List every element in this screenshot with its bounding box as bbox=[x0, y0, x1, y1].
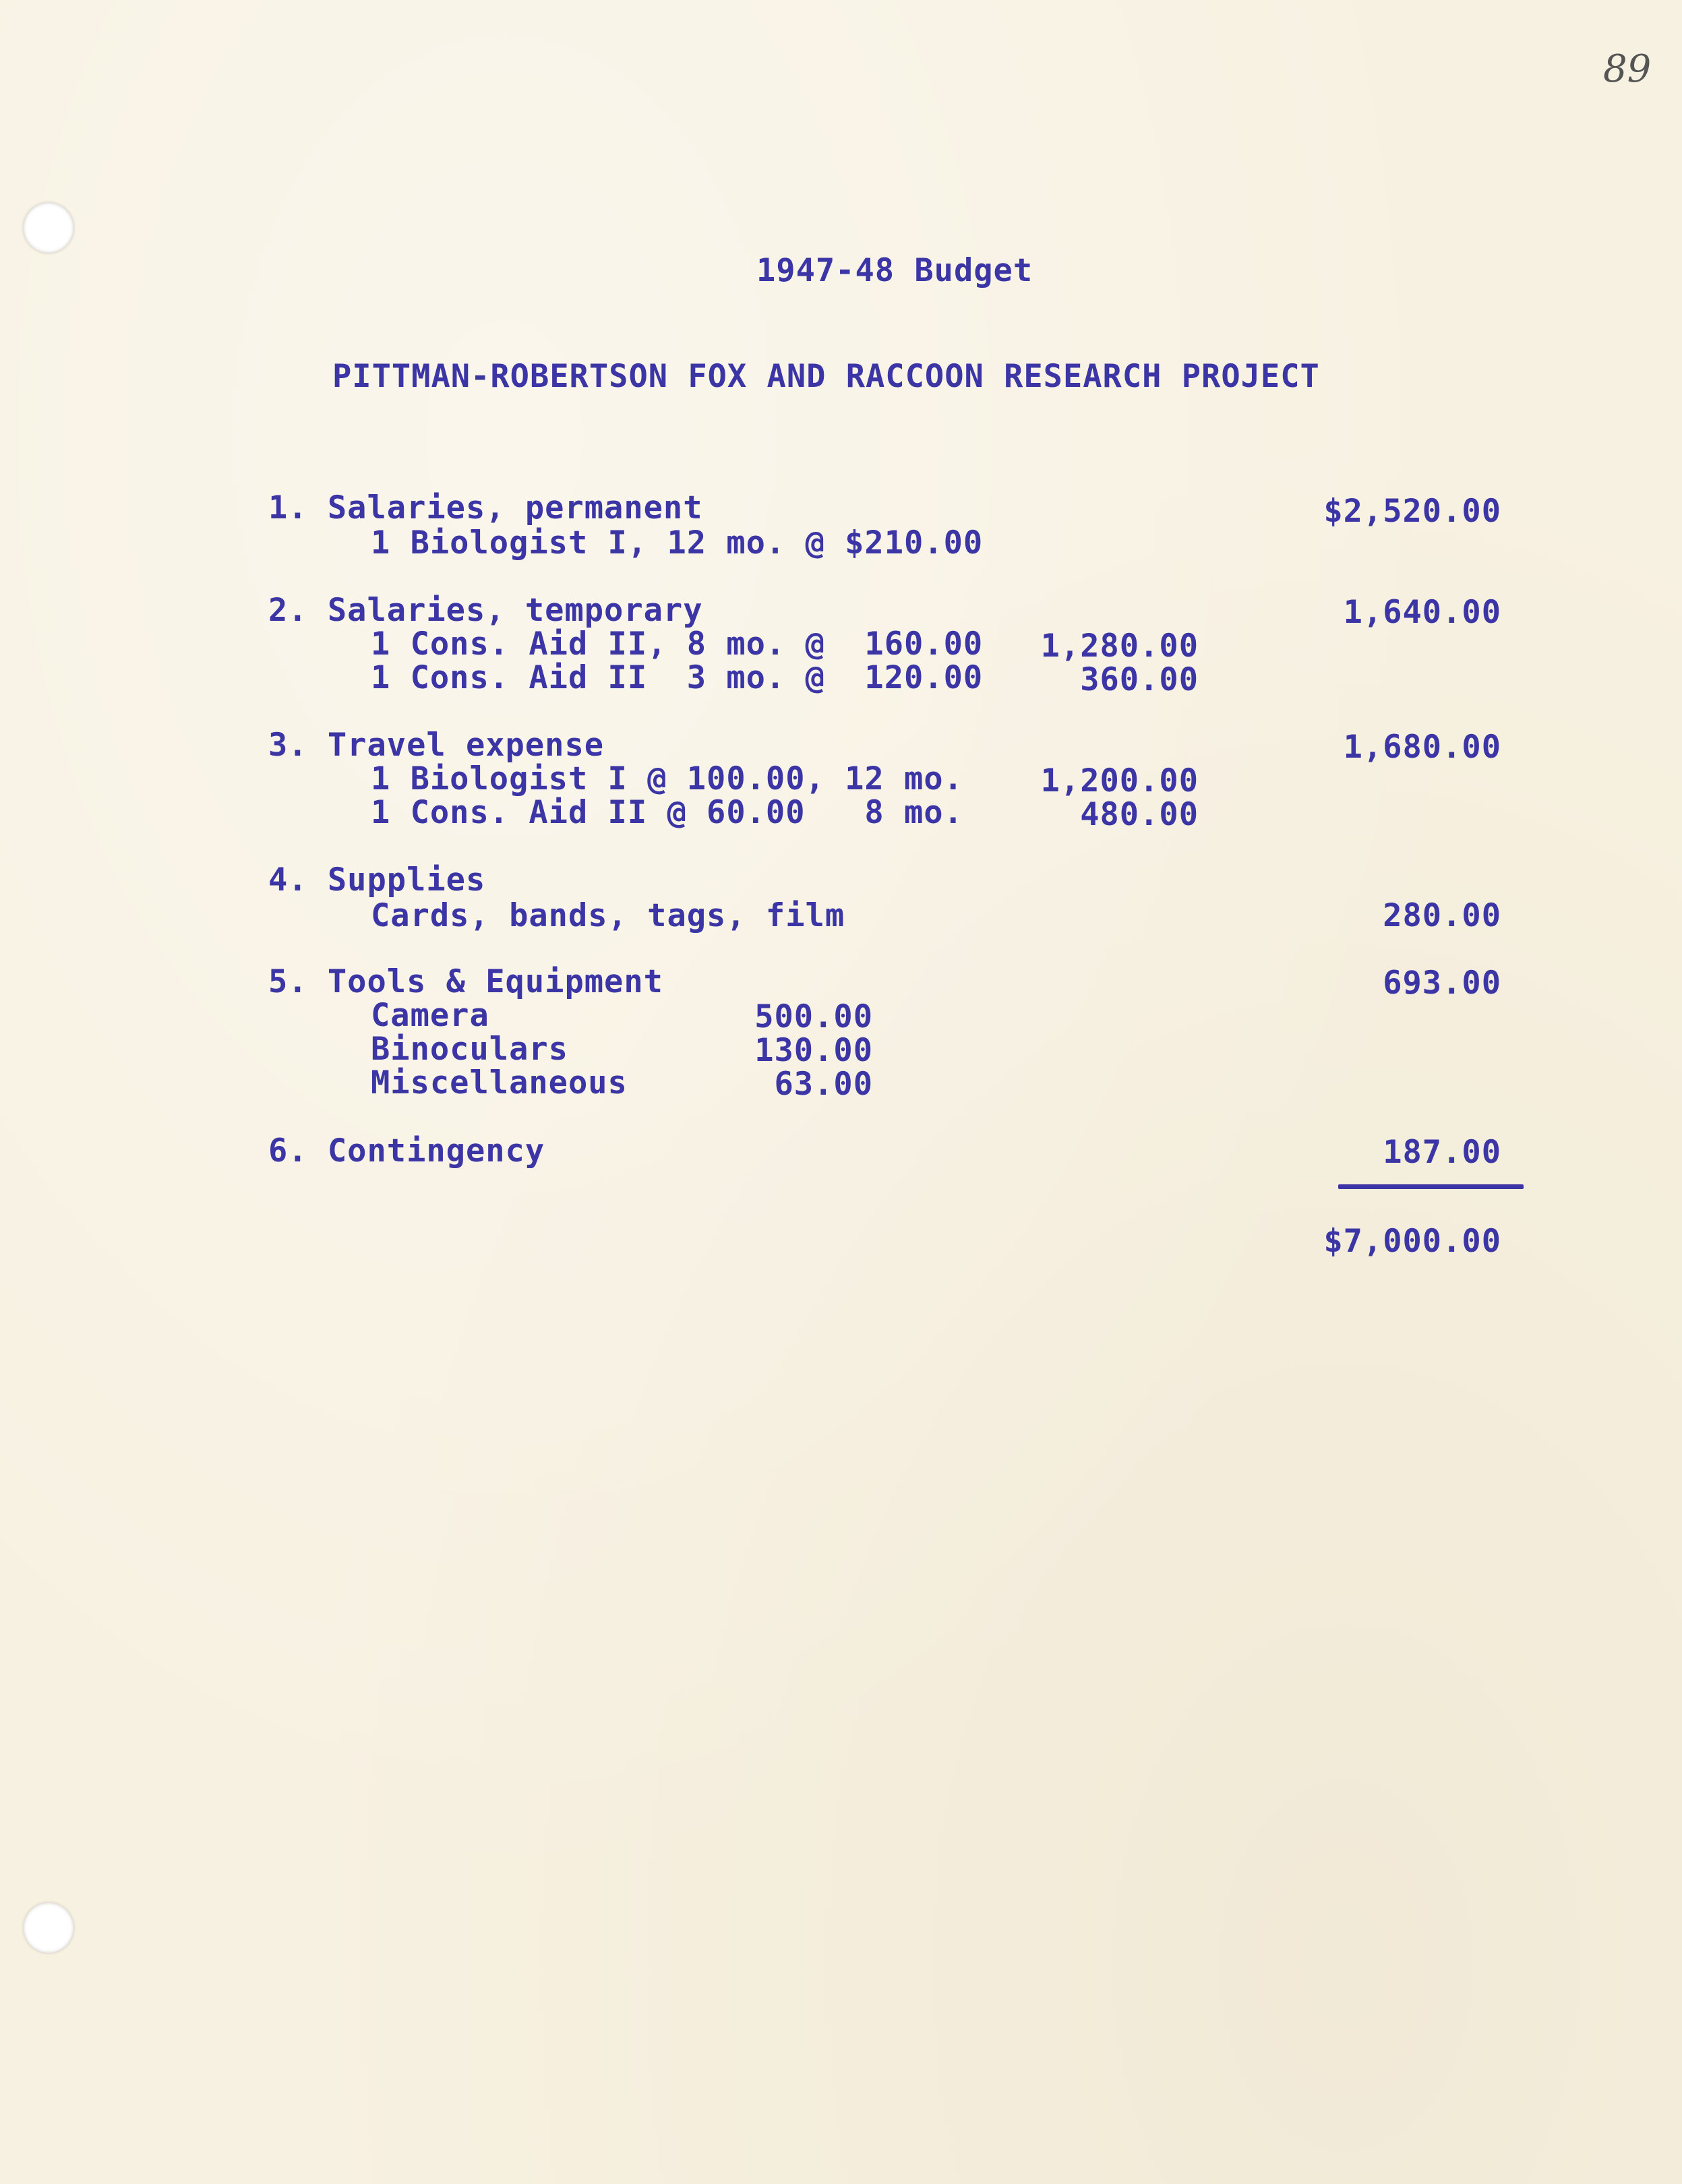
item-heading: 4. Supplies bbox=[268, 861, 486, 899]
item-heading: 3. Travel expense bbox=[268, 727, 605, 764]
item-amount: 1,640.00 bbox=[1343, 594, 1501, 631]
item-detail-line: Binoculars bbox=[371, 1031, 568, 1068]
item-heading: 2. Salaries, temporary bbox=[268, 592, 703, 629]
punch-hole-bottom bbox=[23, 1902, 74, 1953]
item-detail-line: 1 Cons. Aid II 3 mo. @ 120.00 bbox=[371, 659, 984, 696]
item-subamount: 360.00 bbox=[1080, 661, 1199, 698]
item-subamount: 500.00 bbox=[754, 998, 873, 1035]
item-amount: 280.00 bbox=[1383, 897, 1501, 934]
item-detail-line: 1 Biologist I, 12 mo. @ $210.00 bbox=[371, 524, 984, 562]
item-subamount: 1,200.00 bbox=[1040, 762, 1199, 799]
item-detail-line: 1 Cons. Aid II, 8 mo. @ 160.00 bbox=[371, 626, 984, 663]
item-detail-line: Camera bbox=[371, 997, 489, 1034]
punch-hole-top bbox=[23, 202, 74, 253]
item-subamount: 1,280.00 bbox=[1040, 628, 1199, 665]
item-heading: 1. Salaries, permanent bbox=[268, 489, 703, 526]
document-subtitle: PITTMAN-ROBERTSON FOX AND RACCOON RESEARCH PROJECT bbox=[332, 358, 1320, 395]
item-detail-line: Miscellaneous bbox=[371, 1064, 628, 1101]
item-amount: 187.00 bbox=[1383, 1134, 1501, 1171]
page-number: 89 bbox=[1603, 47, 1652, 91]
item-subamount: 480.00 bbox=[1080, 796, 1199, 833]
item-amount: $2,520.00 bbox=[1323, 493, 1501, 530]
item-detail-line: 1 Biologist I @ 100.00, 12 mo. bbox=[371, 760, 963, 797]
item-subamount: 63.00 bbox=[774, 1066, 873, 1103]
grand-total: $7,000.00 bbox=[1323, 1223, 1501, 1260]
item-detail-line: Cards, bands, tags, film bbox=[371, 897, 845, 934]
total-underline bbox=[1338, 1184, 1524, 1189]
item-heading: 6. Contingency bbox=[268, 1132, 545, 1170]
document-title: 1947-48 Budget bbox=[756, 252, 1033, 289]
item-heading: 5. Tools & Equipment bbox=[268, 963, 663, 1000]
item-amount: 1,680.00 bbox=[1343, 729, 1501, 766]
item-subamount: 130.00 bbox=[754, 1032, 873, 1069]
item-amount: 693.00 bbox=[1383, 965, 1501, 1002]
item-detail-line: 1 Cons. Aid II @ 60.00 8 mo. bbox=[371, 794, 963, 831]
